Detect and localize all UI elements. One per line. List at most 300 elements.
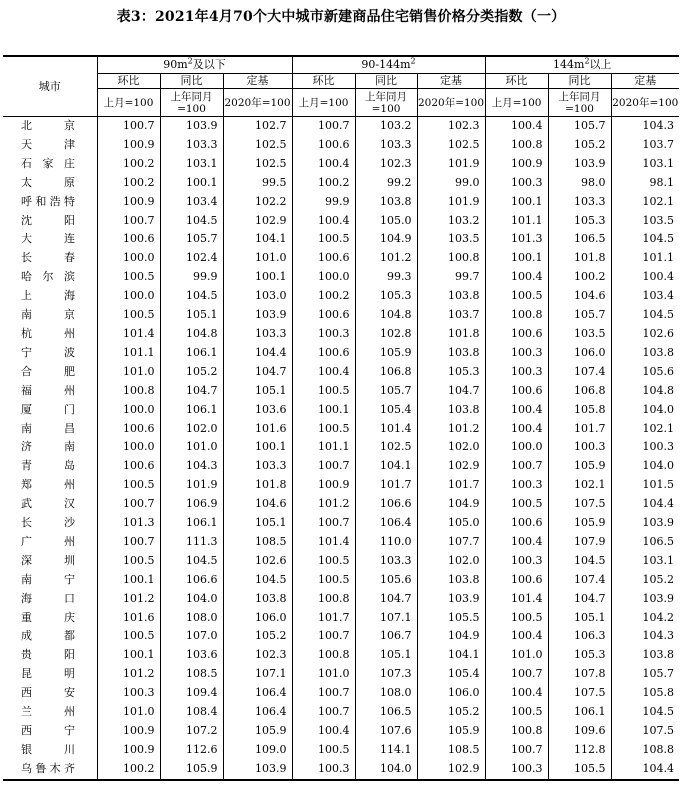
index-value-cell: 102.0 — [417, 438, 485, 457]
city-name: 厦门 — [21, 402, 75, 416]
index-value-cell: 101.0 — [223, 249, 292, 268]
index-value-cell: 104.1 — [417, 646, 485, 665]
table-row — [3, 609, 679, 628]
index-value-cell: 112.6 — [160, 741, 223, 760]
table-row — [3, 212, 679, 231]
index-value-cell: 100.1 — [223, 438, 292, 457]
index-value-cell: 103.8 — [223, 590, 292, 609]
table-row — [3, 193, 679, 212]
col-header-mom: 环比 — [485, 74, 548, 89]
city-name-cell — [3, 476, 97, 495]
city-name: 长春 — [21, 251, 75, 265]
city-name: 杭州 — [21, 326, 75, 340]
index-value-cell: 101.0 — [485, 646, 548, 665]
index-value-cell: 103.2 — [355, 117, 417, 136]
index-value-cell: 106.0 — [548, 344, 611, 363]
index-value-cell: 101.2 — [97, 665, 160, 684]
index-value-cell: 100.5 — [485, 703, 548, 722]
table-row — [3, 665, 679, 684]
index-value-cell: 103.1 — [611, 552, 679, 571]
city-name: 海口 — [21, 591, 75, 605]
index-value-cell: 108.5 — [160, 665, 223, 684]
city-name-cell — [3, 703, 97, 722]
index-value-cell: 100.4 — [292, 722, 355, 741]
group-header-90-below: $90m^2$及以下 — [97, 56, 292, 74]
index-value-cell: 100.6 — [97, 457, 160, 476]
index-value-cell: 101.7 — [292, 609, 355, 628]
city-name-cell — [3, 420, 97, 439]
base-label-prev-year: 上年同月=100 — [355, 89, 417, 117]
city-name: 北京 — [21, 119, 75, 132]
index-value-cell: 100.3 — [97, 684, 160, 703]
index-value-cell: 100.7 — [292, 627, 355, 646]
index-value-cell: 101.4 — [485, 590, 548, 609]
index-value-cell: 100.7 — [292, 457, 355, 476]
table-row — [3, 230, 679, 249]
index-value-cell: 100.6 — [292, 306, 355, 325]
table-row — [3, 590, 679, 609]
city-name-cell — [3, 514, 97, 533]
index-value-cell: 105.2 — [548, 136, 611, 155]
index-value-cell: 101.9 — [417, 193, 485, 212]
index-value-cell: 105.9 — [160, 760, 223, 780]
index-value-cell: 104.5 — [611, 703, 679, 722]
index-value-cell: 102.5 — [417, 136, 485, 155]
index-value-cell: 100.5 — [97, 627, 160, 646]
index-value-cell: 101.1 — [97, 344, 160, 363]
index-value-cell: 100.4 — [485, 627, 548, 646]
table-row — [3, 741, 679, 760]
index-value-cell: 100.8 — [97, 382, 160, 401]
index-value-cell: 105.1 — [160, 306, 223, 325]
base-label-prev-month: 上月=100 — [292, 89, 355, 117]
city-name: 郑州 — [21, 478, 75, 492]
index-value-cell: 100.7 — [485, 457, 548, 476]
index-value-cell: 105.1 — [223, 382, 292, 401]
group-header-90-144: $90-144m^2$ — [292, 56, 485, 74]
city-name-cell — [3, 741, 97, 760]
city-name: 沈阳 — [21, 213, 75, 227]
city-name-cell — [3, 665, 97, 684]
index-value-cell: 100.3 — [485, 174, 548, 193]
index-value-cell: 105.7 — [355, 382, 417, 401]
table-row — [3, 684, 679, 703]
col-header-mom: 环比 — [292, 74, 355, 89]
index-value-cell: 101.9 — [160, 476, 223, 495]
city-name: 南昌 — [21, 421, 75, 435]
index-value-cell: 102.9 — [417, 457, 485, 476]
table-row — [3, 325, 679, 344]
index-value-cell: 104.5 — [160, 552, 223, 571]
city-name: 大连 — [21, 232, 75, 246]
index-value-cell: 100.6 — [485, 514, 548, 533]
index-value-cell: 107.4 — [548, 571, 611, 590]
index-value-cell: 112.8 — [548, 741, 611, 760]
index-value-cell: 105.1 — [355, 646, 417, 665]
index-value-cell: 100.5 — [97, 306, 160, 325]
city-name: 广州 — [21, 534, 75, 548]
index-value-cell: 105.9 — [417, 722, 485, 741]
index-value-cell: 100.5 — [97, 552, 160, 571]
index-value-cell: 106.1 — [160, 344, 223, 363]
index-value-cell: 102.9 — [417, 760, 485, 780]
index-value-cell: 105.1 — [548, 609, 611, 628]
city-name-cell — [3, 193, 97, 212]
index-value-cell: 107.7 — [417, 533, 485, 552]
index-value-cell: 105.9 — [548, 457, 611, 476]
index-value-cell: 100.4 — [292, 212, 355, 231]
city-name: 天津 — [21, 137, 75, 151]
index-value-cell: 106.5 — [355, 703, 417, 722]
table-title: 表3：2021年4月70个大中城市新建商品住宅销售价格分类指数（一） — [116, 9, 566, 25]
index-value-cell: 100.1 — [97, 646, 160, 665]
table-row — [3, 476, 679, 495]
index-value-cell: 104.6 — [548, 287, 611, 306]
index-value-cell: 100.3 — [292, 325, 355, 344]
table-row — [3, 117, 679, 136]
index-value-cell: 100.4 — [485, 533, 548, 552]
index-value-cell: 104.5 — [160, 287, 223, 306]
index-value-cell: 104.7 — [223, 363, 292, 382]
index-value-cell: 103.3 — [355, 136, 417, 155]
index-value-cell: 102.3 — [223, 646, 292, 665]
index-value-cell: 106.7 — [355, 627, 417, 646]
index-value-cell: 104.3 — [160, 457, 223, 476]
index-value-cell: 101.6 — [97, 609, 160, 628]
index-value-cell: 109.0 — [223, 741, 292, 760]
index-value-cell: 100.6 — [485, 325, 548, 344]
index-value-cell: 100.1 — [97, 571, 160, 590]
index-value-cell: 100.3 — [485, 552, 548, 571]
index-value-cell: 103.8 — [417, 401, 485, 420]
index-value-cell: 107.1 — [223, 665, 292, 684]
index-value-cell: 104.1 — [355, 457, 417, 476]
index-value-cell: 100.8 — [485, 306, 548, 325]
index-value-cell: 103.9 — [160, 117, 223, 136]
index-value-cell: 98.0 — [548, 174, 611, 193]
index-value-cell: 106.6 — [355, 495, 417, 514]
index-value-cell: 103.5 — [611, 212, 679, 231]
city-name-cell — [3, 174, 97, 193]
index-value-cell: 104.7 — [355, 590, 417, 609]
index-value-cell: 103.3 — [160, 136, 223, 155]
city-name-cell — [3, 646, 97, 665]
index-value-cell: 100.0 — [485, 438, 548, 457]
index-value-cell: 100.7 — [292, 514, 355, 533]
city-name-cell — [3, 363, 97, 382]
city-name-cell — [3, 533, 97, 552]
index-value-cell: 105.7 — [548, 306, 611, 325]
index-value-cell: 102.6 — [611, 325, 679, 344]
index-value-cell: 101.1 — [292, 438, 355, 457]
city-name-cell — [3, 401, 97, 420]
index-value-cell: 103.8 — [611, 344, 679, 363]
index-value-cell: 100.0 — [97, 249, 160, 268]
index-value-cell: 100.5 — [292, 571, 355, 590]
index-value-cell: 108.0 — [160, 609, 223, 628]
header-row-groups — [3, 56, 679, 74]
index-value-cell: 100.4 — [292, 155, 355, 174]
city-name-cell — [3, 684, 97, 703]
index-value-cell: 99.5 — [223, 174, 292, 193]
index-value-cell: 102.2 — [223, 193, 292, 212]
index-value-cell: 100.4 — [485, 268, 548, 287]
index-value-cell: 105.5 — [417, 609, 485, 628]
index-value-cell: 100.4 — [485, 684, 548, 703]
index-value-cell: 104.5 — [223, 571, 292, 590]
index-value-cell: 104.8 — [160, 325, 223, 344]
index-value-cell: 100.8 — [417, 249, 485, 268]
index-value-cell: 104.5 — [160, 212, 223, 231]
index-value-cell: 100.3 — [611, 438, 679, 457]
table-row — [3, 514, 679, 533]
city-name-cell — [3, 438, 97, 457]
index-value-cell: 102.7 — [223, 117, 292, 136]
index-value-cell: 100.0 — [97, 287, 160, 306]
index-value-cell: 104.8 — [611, 382, 679, 401]
index-value-cell: 101.2 — [292, 495, 355, 514]
table-row — [3, 249, 679, 268]
index-value-cell: 100.5 — [292, 420, 355, 439]
col-header-yoy: 同比 — [548, 74, 611, 89]
index-value-cell: 104.4 — [611, 760, 679, 780]
index-value-cell: 101.9 — [417, 155, 485, 174]
index-value-cell: 103.8 — [355, 193, 417, 212]
city-name: 兰州 — [21, 705, 75, 719]
index-value-cell: 104.5 — [611, 230, 679, 249]
index-value-cell: 107.9 — [548, 533, 611, 552]
index-value-cell: 100.7 — [97, 495, 160, 514]
index-value-cell: 109.4 — [160, 684, 223, 703]
index-value-cell: 107.2 — [160, 722, 223, 741]
index-value-cell: 104.1 — [223, 230, 292, 249]
city-name: 贵阳 — [21, 648, 75, 662]
index-value-cell: 102.0 — [160, 420, 223, 439]
table-row — [3, 722, 679, 741]
table-row — [3, 363, 679, 382]
index-value-cell: 103.9 — [611, 590, 679, 609]
index-value-cell: 101.2 — [355, 249, 417, 268]
index-value-cell: 108.8 — [611, 741, 679, 760]
index-value-cell: 103.0 — [223, 287, 292, 306]
index-value-cell: 101.2 — [97, 590, 160, 609]
index-value-cell: 103.9 — [611, 514, 679, 533]
index-value-cell: 102.4 — [160, 249, 223, 268]
city-name: 石家庄 — [21, 156, 75, 170]
price-index-table — [3, 55, 679, 781]
index-value-cell: 101.6 — [223, 420, 292, 439]
index-value-cell: 105.6 — [611, 363, 679, 382]
table-row — [3, 533, 679, 552]
index-value-cell: 102.5 — [223, 155, 292, 174]
index-value-cell: 106.1 — [160, 514, 223, 533]
city-name: 上海 — [21, 289, 75, 303]
index-value-cell: 102.6 — [223, 552, 292, 571]
index-value-cell: 107.0 — [160, 627, 223, 646]
index-value-cell: 104.7 — [417, 382, 485, 401]
index-value-cell: 100.9 — [292, 476, 355, 495]
table-row — [3, 703, 679, 722]
base-label-2020: 2020年=100 — [417, 89, 485, 117]
index-value-cell: 100.9 — [97, 193, 160, 212]
index-value-cell: 104.5 — [611, 306, 679, 325]
index-value-cell: 100.5 — [485, 495, 548, 514]
index-value-cell: 104.7 — [548, 590, 611, 609]
table-row — [3, 571, 679, 590]
table-row — [3, 457, 679, 476]
index-value-cell: 103.3 — [355, 552, 417, 571]
city-name: 济南 — [21, 440, 75, 454]
index-value-cell: 100.4 — [485, 420, 548, 439]
index-value-cell: 103.9 — [548, 155, 611, 174]
index-value-cell: 106.3 — [548, 627, 611, 646]
city-name: 呼和浩特 — [21, 194, 75, 208]
index-value-cell: 107.5 — [548, 684, 611, 703]
index-value-cell: 105.7 — [611, 665, 679, 684]
index-value-cell: 103.9 — [223, 760, 292, 780]
table-row — [3, 344, 679, 363]
col-header-yoy: 同比 — [355, 74, 417, 89]
index-value-cell: 100.2 — [548, 268, 611, 287]
table-row — [3, 155, 679, 174]
index-value-cell: 105.4 — [355, 401, 417, 420]
index-value-cell: 100.3 — [485, 344, 548, 363]
city-name-cell — [3, 249, 97, 268]
index-value-cell: 100.7 — [292, 703, 355, 722]
index-value-cell: 101.7 — [355, 476, 417, 495]
index-value-cell: 109.6 — [548, 722, 611, 741]
index-value-cell: 101.8 — [223, 476, 292, 495]
index-value-cell: 100.8 — [485, 136, 548, 155]
index-value-cell: 103.2 — [417, 212, 485, 231]
index-value-cell: 101.7 — [417, 476, 485, 495]
city-name: 深圳 — [21, 553, 75, 567]
index-value-cell: 107.6 — [355, 722, 417, 741]
city-name: 武汉 — [21, 497, 75, 511]
index-value-cell: 105.2 — [160, 363, 223, 382]
index-value-cell: 100.9 — [97, 136, 160, 155]
index-value-cell: 100.4 — [292, 363, 355, 382]
base-label-prev-year: 上年同月=100 — [548, 89, 611, 117]
index-value-cell: 99.9 — [292, 193, 355, 212]
base-label-prev-month: 上月=100 — [97, 89, 160, 117]
index-value-cell: 106.5 — [611, 533, 679, 552]
index-value-cell: 99.2 — [355, 174, 417, 193]
index-value-cell: 100.1 — [485, 249, 548, 268]
index-value-cell: 104.6 — [223, 495, 292, 514]
index-value-cell: 100.3 — [548, 438, 611, 457]
index-value-cell: 105.2 — [417, 703, 485, 722]
col-header-fixed: 定基 — [611, 74, 679, 89]
index-value-cell: 100.7 — [97, 212, 160, 231]
index-value-cell: 100.1 — [160, 174, 223, 193]
index-value-cell: 100.7 — [485, 665, 548, 684]
index-value-cell: 106.4 — [223, 703, 292, 722]
index-value-cell: 102.5 — [355, 438, 417, 457]
index-value-cell: 106.4 — [223, 684, 292, 703]
table-row — [3, 401, 679, 420]
index-value-cell: 100.2 — [292, 174, 355, 193]
index-value-cell: 103.8 — [611, 646, 679, 665]
index-value-cell: 105.3 — [417, 363, 485, 382]
table-row — [3, 420, 679, 439]
city-name-cell — [3, 457, 97, 476]
index-value-cell: 100.3 — [485, 363, 548, 382]
index-value-cell: 101.0 — [97, 703, 160, 722]
index-value-cell: 101.7 — [548, 420, 611, 439]
city-name-cell — [3, 325, 97, 344]
index-value-cell: 102.1 — [611, 420, 679, 439]
index-value-cell: 101.0 — [292, 665, 355, 684]
index-value-cell: 101.4 — [355, 420, 417, 439]
index-value-cell: 101.4 — [292, 533, 355, 552]
index-value-cell: 106.0 — [417, 684, 485, 703]
index-value-cell: 100.6 — [485, 571, 548, 590]
index-value-cell: 103.3 — [223, 457, 292, 476]
index-value-cell: 101.1 — [485, 212, 548, 231]
index-value-cell: 100.8 — [292, 646, 355, 665]
index-value-cell: 103.5 — [548, 325, 611, 344]
index-value-cell: 106.0 — [223, 609, 292, 628]
index-value-cell: 107.1 — [355, 609, 417, 628]
index-value-cell: 100.4 — [485, 117, 548, 136]
index-value-cell: 100.6 — [292, 344, 355, 363]
city-name-cell — [3, 344, 97, 363]
index-value-cell: 100.5 — [292, 552, 355, 571]
index-value-cell: 106.6 — [160, 571, 223, 590]
city-name: 昆明 — [21, 667, 75, 681]
index-value-cell: 105.5 — [548, 760, 611, 780]
index-value-cell: 99.7 — [417, 268, 485, 287]
index-value-cell: 106.9 — [160, 495, 223, 514]
group-header-144-above: $144m^2$以上 — [485, 56, 679, 74]
index-value-cell: 107.3 — [355, 665, 417, 684]
index-value-cell: 103.4 — [160, 193, 223, 212]
city-name: 西宁 — [21, 724, 75, 737]
city-name: 宁波 — [21, 345, 75, 359]
index-value-cell: 103.7 — [417, 306, 485, 325]
index-value-cell: 105.9 — [223, 722, 292, 741]
index-value-cell: 103.1 — [160, 155, 223, 174]
index-value-cell: 103.8 — [417, 344, 485, 363]
index-value-cell: 104.0 — [611, 457, 679, 476]
index-value-cell: 104.4 — [223, 344, 292, 363]
city-name: 成都 — [21, 629, 75, 643]
index-value-cell: 100.0 — [292, 268, 355, 287]
city-name: 乌鲁木齐 — [21, 761, 75, 775]
index-value-cell: 100.0 — [97, 438, 160, 457]
index-value-cell: 104.3 — [611, 117, 679, 136]
city-name-cell — [3, 571, 97, 590]
index-value-cell: 100.1 — [485, 193, 548, 212]
index-value-cell: 106.4 — [355, 514, 417, 533]
index-value-cell: 103.9 — [223, 306, 292, 325]
city-name: 青岛 — [21, 459, 75, 473]
index-value-cell: 100.4 — [485, 401, 548, 420]
index-value-cell: 105.3 — [355, 287, 417, 306]
index-value-cell: 100.7 — [97, 533, 160, 552]
index-value-cell: 100.5 — [485, 287, 548, 306]
index-value-cell: 107.8 — [548, 665, 611, 684]
city-name: 银川 — [21, 742, 75, 756]
index-value-cell: 102.3 — [355, 155, 417, 174]
header-row-bases — [3, 89, 679, 117]
index-value-cell: 100.2 — [97, 760, 160, 780]
index-value-cell: 100.5 — [97, 476, 160, 495]
base-label-prev-month: 上月=100 — [485, 89, 548, 117]
index-value-cell: 107.5 — [548, 495, 611, 514]
city-name-cell — [3, 136, 97, 155]
